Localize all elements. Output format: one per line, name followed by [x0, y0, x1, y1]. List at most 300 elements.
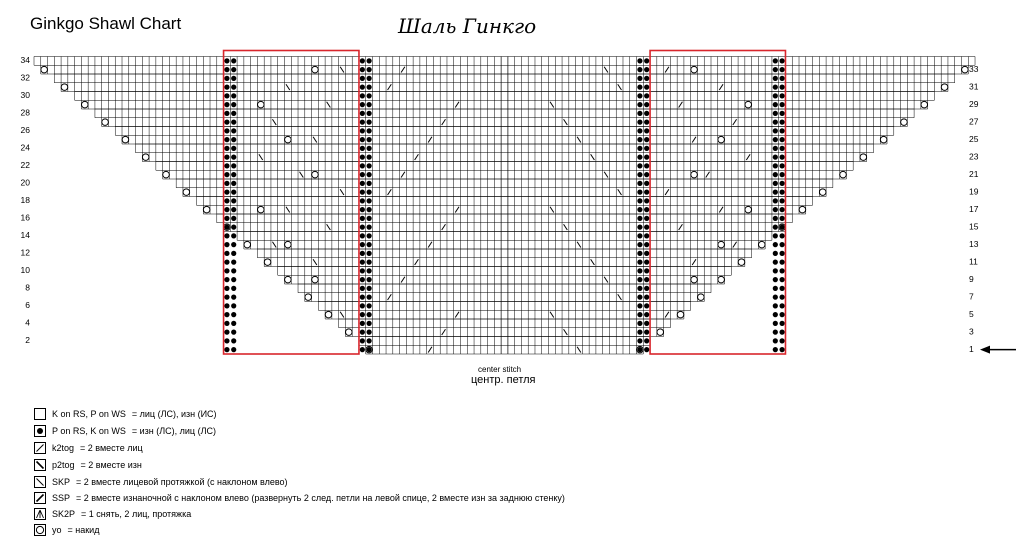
- purl-mark: [360, 128, 365, 133]
- purl-mark: [773, 225, 778, 230]
- k2tog-mark: [679, 102, 683, 108]
- purl-mark: [644, 181, 649, 186]
- purl-mark: [367, 111, 372, 116]
- purl-mark: [779, 277, 784, 282]
- purl-mark: [773, 137, 778, 142]
- edge-yo-mark: [657, 329, 664, 336]
- purl-mark: [779, 85, 784, 90]
- purl-mark: [779, 268, 784, 273]
- purl-mark: [637, 172, 642, 177]
- purl-mark: [231, 330, 236, 335]
- purl-mark: [637, 120, 642, 125]
- purl-mark: [224, 251, 229, 256]
- yo-mark: [745, 206, 752, 213]
- purl-mark: [779, 260, 784, 265]
- purl-mark: [360, 286, 365, 291]
- purl-mark: [779, 330, 784, 335]
- purl-mark: [779, 172, 784, 177]
- purl-mark: [773, 67, 778, 72]
- purl-mark: [360, 242, 365, 247]
- purl-mark: [637, 137, 642, 142]
- purl-mark: [779, 295, 784, 300]
- purl-mark: [224, 225, 229, 230]
- purl-mark: [644, 85, 649, 90]
- purl-mark: [224, 120, 229, 125]
- purl-mark: [367, 233, 372, 238]
- purl-mark: [773, 295, 778, 300]
- skp-mark: [577, 347, 581, 353]
- purl-mark: [367, 251, 372, 256]
- purl-mark: [231, 295, 236, 300]
- purl-mark: [773, 338, 778, 343]
- edge-yo-mark: [81, 101, 88, 108]
- row-label-right: 25: [969, 133, 979, 144]
- purl-mark: [224, 198, 229, 203]
- purl-mark: [231, 181, 236, 186]
- row-label-left: 14: [20, 230, 30, 240]
- purl-mark: [367, 260, 372, 265]
- purl-mark: [644, 128, 649, 133]
- purl-mark: [637, 216, 642, 221]
- center-stitch-label-ru: центр. петля: [471, 374, 536, 386]
- purl-mark: [637, 286, 642, 291]
- purl-mark: [367, 76, 372, 81]
- skp-mark: [272, 119, 276, 125]
- row-label-right: 11: [969, 256, 978, 267]
- yo-mark: [691, 66, 698, 73]
- purl-mark: [224, 146, 229, 151]
- purl-mark: [637, 190, 642, 195]
- row-label-right: 23: [969, 151, 979, 162]
- purl-mark: [231, 85, 236, 90]
- purl-mark: [637, 312, 642, 317]
- skp-mark: [604, 172, 608, 178]
- k2tog-mark: [401, 277, 405, 283]
- k2tog-mark: [415, 154, 419, 160]
- purl-mark: [367, 295, 372, 300]
- purl-mark: [779, 67, 784, 72]
- k2tog-mark: [665, 189, 669, 195]
- edge-yo-mark: [840, 171, 847, 178]
- purl-mark: [224, 76, 229, 81]
- purl-mark: [360, 85, 365, 90]
- purl-mark: [773, 155, 778, 160]
- purl-mark: [773, 58, 778, 63]
- purl-mark: [367, 277, 372, 282]
- k2tog-mark: [455, 207, 459, 213]
- skp-mark: [313, 137, 317, 143]
- purl-mark: [367, 330, 372, 335]
- purl-mark: [644, 58, 649, 63]
- purl-mark: [367, 190, 372, 195]
- k2tog-mark: [455, 312, 459, 318]
- purl-mark: [779, 216, 784, 221]
- purl-mark: [773, 251, 778, 256]
- purl-mark: [231, 198, 236, 203]
- skp-mark: [259, 154, 263, 160]
- purl-mark: [231, 268, 236, 273]
- purl-mark: [644, 277, 649, 282]
- yo-mark: [312, 276, 319, 283]
- row-label-left: 24: [20, 142, 30, 153]
- purl-mark: [360, 137, 365, 142]
- row-label-left: 18: [20, 195, 30, 205]
- arrow-head-icon: [980, 346, 990, 354]
- row-label-right: 29: [969, 98, 979, 109]
- legend-item: [34, 423, 216, 439]
- row-label-left: 30: [20, 90, 30, 100]
- purl-mark: [224, 233, 229, 238]
- purl-mark: [367, 67, 372, 72]
- purl-mark: [360, 303, 365, 308]
- purl-mark: [231, 155, 236, 160]
- purl-mark: [231, 146, 236, 151]
- purl-mark: [231, 102, 236, 107]
- purl-mark: [231, 111, 236, 116]
- skp-mark: [550, 207, 554, 213]
- chart-title-russian: Шаль Гинкго: [398, 14, 537, 38]
- purl-mark: [231, 251, 236, 256]
- purl-mark: [644, 172, 649, 177]
- legend-description: = 1 снять, 2 лиц, протяжка: [81, 509, 192, 519]
- purl-mark: [644, 242, 649, 247]
- purl-mark: [637, 233, 642, 238]
- purl-mark: [637, 251, 642, 256]
- edge-yo-mark: [346, 329, 353, 336]
- purl-mark: [644, 251, 649, 256]
- edge-yo-mark: [305, 294, 312, 301]
- yo-circle-icon: [34, 524, 46, 536]
- purl-mark: [360, 338, 365, 343]
- purl-mark: [779, 303, 784, 308]
- edge-yo-mark: [285, 276, 292, 283]
- purl-mark: [360, 67, 365, 72]
- purl-mark: [224, 172, 229, 177]
- purl-mark: [367, 163, 372, 168]
- k2tog-mark: [455, 102, 459, 108]
- purl-mark: [367, 268, 372, 273]
- row-label-right: 17: [969, 203, 979, 214]
- edge-yo-mark: [41, 66, 48, 73]
- purl-mark: [360, 102, 365, 107]
- yo-mark: [718, 136, 725, 143]
- k2tog-mark: [388, 84, 392, 90]
- purl-mark: [224, 242, 229, 247]
- purl-mark: [367, 137, 372, 142]
- skp-mark: [340, 67, 344, 73]
- purl-mark: [360, 207, 365, 212]
- purl-mark: [231, 242, 236, 247]
- purl-mark: [773, 76, 778, 81]
- purl-mark: [637, 303, 642, 308]
- purl-mark: [360, 163, 365, 168]
- legend-item: [34, 490, 565, 506]
- skp-icon: [34, 476, 46, 488]
- row-label-left: 6: [25, 300, 30, 310]
- purl-mark: [644, 338, 649, 343]
- purl-mark: [231, 321, 236, 326]
- k2tog-mark: [388, 294, 392, 300]
- purl-mark: [360, 155, 365, 160]
- edge-yo-mark: [941, 84, 948, 91]
- purl-mark: [773, 128, 778, 133]
- purl-mark: [231, 260, 236, 265]
- purl-mark: [779, 286, 784, 291]
- purl-mark: [637, 268, 642, 273]
- purl-mark: [779, 76, 784, 81]
- purl-mark: [773, 321, 778, 326]
- purl-mark: [224, 137, 229, 142]
- purl-mark: [779, 137, 784, 142]
- purl-mark: [779, 181, 784, 186]
- legend-description: = изн (ЛС), лиц (ЛС): [131, 426, 216, 436]
- purl-mark: [360, 58, 365, 63]
- edge-yo-mark: [325, 311, 332, 318]
- skp-mark: [286, 84, 290, 90]
- purl-mark: [360, 76, 365, 81]
- legend-item: [34, 457, 142, 473]
- chart-grid: [34, 57, 975, 355]
- purl-mark: [637, 111, 642, 116]
- legend-code: yo: [52, 525, 62, 535]
- legend-code: SK2P: [52, 509, 76, 519]
- purl-mark: [231, 233, 236, 238]
- legend-code: SSP: [52, 493, 71, 503]
- purl-mark: [231, 277, 236, 282]
- edge-yo-mark: [122, 136, 129, 143]
- purl-mark: [773, 111, 778, 116]
- edge-yo-mark: [921, 101, 928, 108]
- edge-yo-mark: [61, 84, 68, 91]
- purl-mark: [224, 277, 229, 282]
- k2tog-mark: [665, 67, 669, 73]
- legend-description: = накид: [67, 525, 100, 535]
- purl-mark: [637, 76, 642, 81]
- purl-mark: [779, 312, 784, 317]
- skp-mark: [286, 207, 290, 213]
- purl-mark: [360, 251, 365, 256]
- purl-mark: [367, 146, 372, 151]
- purl-mark: [644, 102, 649, 107]
- yo-mark: [691, 276, 698, 283]
- purl-mark: [224, 207, 229, 212]
- skp-mark: [604, 67, 608, 73]
- chart-title-english: Ginkgo Shawl Chart: [30, 14, 182, 33]
- k2tog-mark: [706, 172, 710, 178]
- edge-yo-mark: [698, 294, 705, 301]
- legend-code: P on RS, K on WS: [52, 426, 126, 436]
- yo-mark: [257, 101, 264, 108]
- purl-mark: [224, 58, 229, 63]
- purl-mark: [224, 93, 229, 98]
- k2tog-mark: [415, 259, 419, 265]
- k2tog-mark: [692, 259, 696, 265]
- purl-mark: [367, 216, 372, 221]
- k2tog-mark: [719, 207, 723, 213]
- purl-mark: [231, 312, 236, 317]
- purl-mark: [231, 286, 236, 291]
- yo-mark: [312, 171, 319, 178]
- legend-item: [34, 506, 191, 522]
- k2tog-mark: [428, 137, 432, 143]
- k2tog-mark: [428, 242, 432, 248]
- purl-mark: [360, 146, 365, 151]
- skp-mark: [618, 294, 622, 300]
- purl-mark: [644, 207, 649, 212]
- row-label-right: 7: [969, 291, 974, 302]
- purl-mark: [644, 312, 649, 317]
- skp-mark: [591, 154, 595, 160]
- purl-mark: [360, 225, 365, 230]
- purl-mark: [644, 260, 649, 265]
- purl-mark: [367, 312, 372, 317]
- purl-mark: [224, 85, 229, 90]
- edge-yo-mark: [880, 136, 887, 143]
- purl-mark: [779, 111, 784, 116]
- purl-mark: [367, 347, 372, 352]
- purl-mark: [231, 76, 236, 81]
- legend-description: = 2 вместе лиц: [80, 443, 143, 453]
- legend-code: k2tog: [52, 443, 75, 453]
- row-label-left: 12: [20, 247, 30, 258]
- skp-mark: [272, 242, 276, 248]
- repeat-boxes: [224, 51, 786, 355]
- purl-mark: [224, 67, 229, 72]
- row-label-right: 5: [969, 308, 974, 319]
- legend-code: K on RS, P on WS: [52, 409, 126, 419]
- skp-mark: [564, 119, 568, 125]
- k2tog-mark: [442, 119, 446, 125]
- k2tog-mark: [733, 242, 737, 248]
- purl-mark: [224, 155, 229, 160]
- yo-mark: [745, 101, 752, 108]
- row-label-left: 10: [20, 265, 30, 275]
- purl-mark: [360, 260, 365, 265]
- purl-mark: [779, 321, 784, 326]
- purl-mark: [360, 295, 365, 300]
- yo-mark: [312, 66, 319, 73]
- skp-mark: [550, 312, 554, 318]
- purl-mark: [224, 338, 229, 343]
- purl-mark: [779, 198, 784, 203]
- yo-mark: [285, 136, 292, 143]
- purl-mark: [779, 120, 784, 125]
- purl-mark: [644, 120, 649, 125]
- row-label-left: 2: [25, 335, 30, 345]
- purl-mark: [367, 120, 372, 125]
- legend-item: [34, 474, 288, 490]
- edge-yo-mark: [102, 119, 109, 126]
- purl-mark: [779, 102, 784, 107]
- purl-mark: [773, 216, 778, 221]
- purl-mark: [637, 277, 642, 282]
- row-label-right: 9: [969, 273, 974, 284]
- purl-mark: [773, 93, 778, 98]
- skp-mark: [550, 102, 554, 108]
- k2tog-mark: [719, 84, 723, 90]
- purl-mark: [360, 321, 365, 326]
- purl-mark: [637, 338, 642, 343]
- purl-mark: [644, 295, 649, 300]
- skp-mark: [300, 172, 304, 178]
- purl-mark: [644, 233, 649, 238]
- purl-mark: [367, 58, 372, 63]
- row-label-left: 28: [20, 107, 30, 118]
- legend-description: = 2 вместе изнаночной с наклоном влево (развернуть 2 след. петли на левой спице, 2 вместе изн за заднюю стенку): [76, 493, 565, 503]
- purl-mark: [231, 128, 236, 133]
- edge-yo-mark: [738, 259, 745, 266]
- purl-mark: [231, 347, 236, 352]
- legend-item: [34, 406, 217, 422]
- skp-mark: [313, 259, 317, 265]
- purl-mark: [367, 321, 372, 326]
- purl-mark: [637, 260, 642, 265]
- purl-mark: [779, 155, 784, 160]
- purl-mark: [224, 303, 229, 308]
- purl-mark: [644, 198, 649, 203]
- purl-mark: [367, 181, 372, 186]
- purl-mark: [367, 155, 372, 160]
- k2tog-mark: [388, 189, 392, 195]
- row-label-right: 13: [969, 238, 979, 249]
- purl-mark: [367, 207, 372, 212]
- purl-mark: [773, 181, 778, 186]
- edge-yo-mark: [962, 66, 969, 73]
- purl-mark: [644, 303, 649, 308]
- edge-yo-mark: [244, 241, 251, 248]
- legend-item: [34, 522, 99, 538]
- k2tog-mark: [428, 347, 432, 353]
- row-label-left: 8: [25, 282, 30, 293]
- purl-mark: [367, 225, 372, 230]
- purl-mark: [644, 137, 649, 142]
- legend-description: = лиц (ЛС), изн (ИС): [131, 409, 217, 419]
- purl-mark: [360, 347, 365, 352]
- purl-mark: [231, 303, 236, 308]
- k2tog-icon: [34, 442, 46, 454]
- center-stitch-label-en: center stitch: [478, 365, 522, 374]
- row-label-right: 3: [969, 326, 974, 337]
- start-arrow: [980, 346, 1016, 354]
- purl-mark: [367, 242, 372, 247]
- purl-mark: [637, 58, 642, 63]
- k2tog-mark: [733, 119, 737, 125]
- purl-mark: [360, 233, 365, 238]
- skp-mark: [327, 224, 331, 230]
- purl-mark: [773, 146, 778, 151]
- skp-mark: [618, 189, 622, 195]
- knit-square-icon: [34, 408, 46, 420]
- purl-mark: [360, 216, 365, 221]
- purl-mark: [644, 146, 649, 151]
- purl-mark: [637, 93, 642, 98]
- purl-mark: [644, 268, 649, 273]
- purl-mark: [779, 58, 784, 63]
- purl-mark: [637, 198, 642, 203]
- purl-mark: [637, 242, 642, 247]
- purl-mark: [231, 137, 236, 142]
- purl-mark: [231, 338, 236, 343]
- purl-mark: [637, 225, 642, 230]
- row-label-right: 31: [969, 81, 979, 92]
- purl-mark: [644, 93, 649, 98]
- purl-mark: [224, 295, 229, 300]
- purl-mark: [644, 216, 649, 221]
- purl-mark: [637, 102, 642, 107]
- edge-yo-mark: [718, 276, 725, 283]
- yo-mark: [285, 241, 292, 248]
- purl-mark: [773, 198, 778, 203]
